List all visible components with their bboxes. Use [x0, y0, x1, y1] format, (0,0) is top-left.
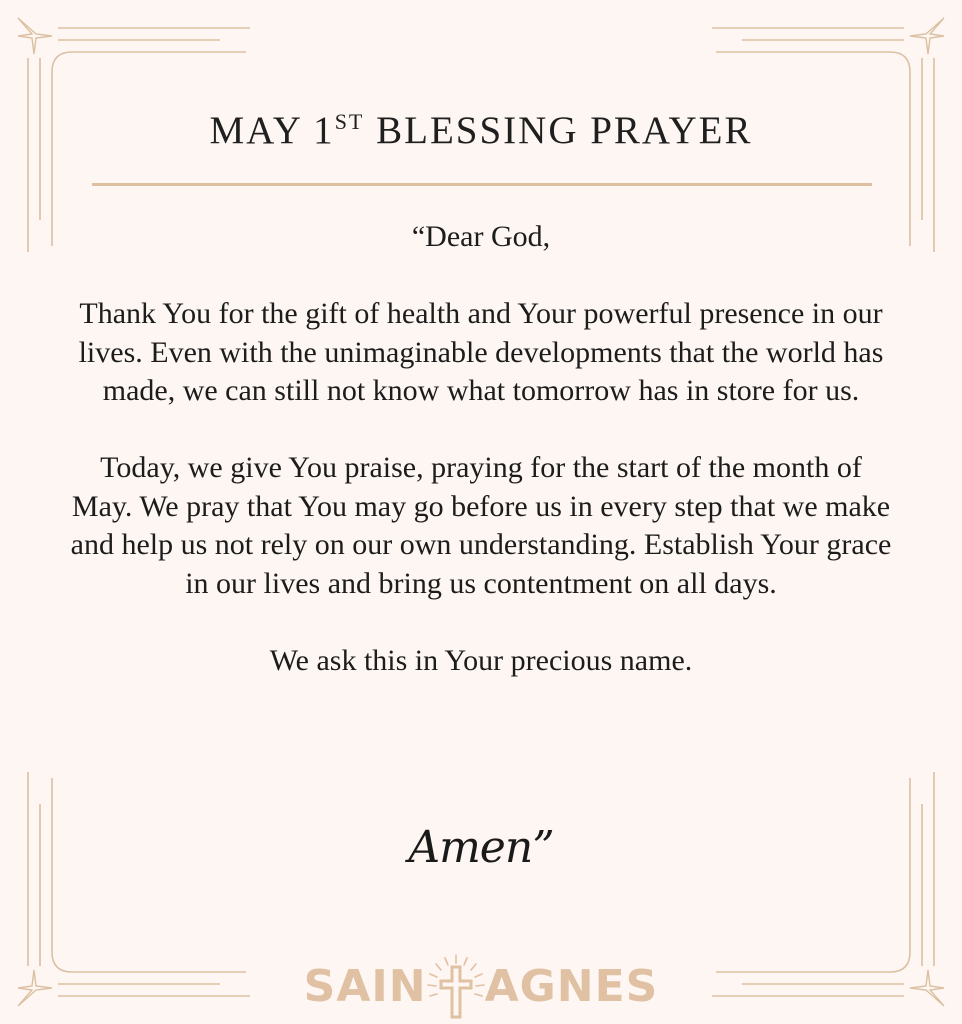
title-main: MAY 1 [209, 109, 335, 152]
page-title [0, 108, 962, 153]
title-divider [92, 183, 872, 186]
prayer-greeting: “Dear God, [411, 220, 551, 253]
title-rest: BLESSING PRAYER [364, 109, 753, 152]
prayer-amen: Amen” [408, 822, 554, 873]
logo-text-left: SAIN [303, 960, 427, 1012]
prayer-body [70, 218, 892, 719]
brand-logo [0, 948, 962, 1024]
prayer-closing: We ask this in Your precious name. [269, 643, 693, 677]
prayer-paragraph-1: Thank You for the gift of health and Your powerful presence in our lives. Even with the unimaginable developments that the world has made, we can still not know what tomorrow has in store for us. [78, 297, 884, 407]
title-superscript: ST [334, 109, 365, 134]
prayer-paragraph-2: Today, we give You praise, praying for the start of the month of May. We pray that You may go before us in every step that we make and help us not rely on our own understanding. Establish Your grace in our lives and bring us contentment on all days. [70, 451, 892, 600]
cross-sunburst-icon [425, 951, 487, 1021]
logo-text-right: AGNES [484, 960, 659, 1012]
